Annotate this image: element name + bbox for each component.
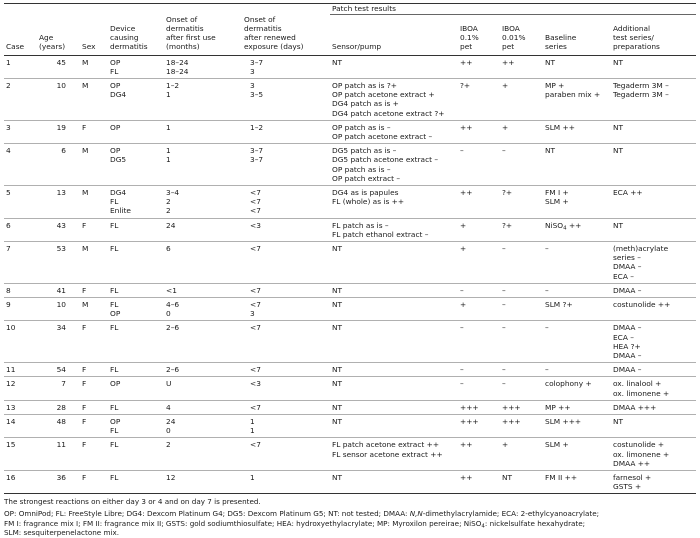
- cell-iboa-001: –: [502, 243, 506, 253]
- table-row: [4, 283, 696, 297]
- cell-age: 10: [56, 299, 66, 309]
- cell-iboa-01: ++: [460, 473, 473, 483]
- cell-sensor: NT: [332, 402, 343, 412]
- cell-iboa-001: NT: [502, 473, 513, 483]
- header-iboa-001: IBOA 0.01% pet: [502, 23, 526, 52]
- cell-onset-renewed: <3: [250, 379, 261, 389]
- cell-additional: costunolide + ox. limonene + DMAA ++: [613, 440, 670, 468]
- cell-baseline: colophony +: [545, 379, 592, 389]
- cell-onset-renewed: 3–7 3–7: [250, 146, 264, 165]
- cell-onset-renewed: <7: [250, 243, 261, 253]
- cell-baseline: –: [545, 243, 549, 253]
- cell-iboa-01: –: [460, 379, 464, 389]
- cell-age: 19: [56, 122, 66, 132]
- cell-onset-renewed: <7: [250, 323, 261, 333]
- cell-iboa-01: +++: [460, 402, 479, 412]
- cell-sensor: DG5 patch as is – DG5 patch acetone extract – OP patch as is – OP patch extract –: [332, 146, 439, 183]
- cell-sensor: NT: [332, 299, 343, 309]
- cell-case: 2: [6, 80, 11, 90]
- cell-age: 54: [56, 365, 66, 375]
- cell-onset-renewed: 1–2: [250, 122, 264, 132]
- table-row: [4, 55, 696, 78]
- table-row: [4, 438, 696, 471]
- cell-onset-first: 3–4 2 2: [166, 187, 180, 216]
- cell-device: FL: [110, 473, 119, 483]
- header-onset-renewed: Onset of dermatitis after renewed exposure (days): [244, 14, 304, 52]
- header-case: Case: [6, 42, 25, 52]
- cell-baseline: –: [545, 323, 549, 333]
- cell-sex: F: [82, 323, 87, 333]
- cell-sex: F: [82, 379, 87, 389]
- cell-iboa-001: –: [502, 299, 506, 309]
- cell-onset-first: 6: [166, 243, 171, 253]
- cell-baseline: –: [545, 285, 549, 295]
- cell-onset-first: <1: [166, 285, 177, 295]
- cell-age: 6: [61, 146, 66, 156]
- table-row: [4, 377, 696, 400]
- cell-onset-first: 2: [166, 440, 171, 450]
- cell-device: OP: [110, 122, 121, 132]
- cell-iboa-01: –: [460, 365, 464, 375]
- table-row: [4, 120, 696, 143]
- cell-onset-renewed: 1: [250, 473, 255, 483]
- cell-baseline: FM I + SLM +: [545, 187, 569, 207]
- cell-baseline: SLM ?+: [545, 299, 573, 309]
- cell-case: 9: [6, 299, 11, 309]
- table-footnotes: [4, 497, 696, 537]
- cell-age: 53: [56, 243, 66, 253]
- cell-onset-renewed: 3 3–5: [250, 80, 264, 100]
- header-onset-first: Onset of dermatitis after first use (months): [166, 14, 216, 52]
- cell-iboa-001: –: [502, 285, 506, 295]
- cell-case: 15: [6, 440, 16, 450]
- cell-sensor: DG4 as is papules FL (whole) as is ++: [332, 187, 405, 207]
- cell-additional: DMAA +++: [613, 402, 657, 412]
- cell-age: 36: [56, 473, 66, 483]
- cell-device: OP: [110, 379, 121, 389]
- cell-onset-first: 1: [166, 122, 171, 132]
- cell-onset-renewed: <7 3: [250, 299, 261, 319]
- cell-additional: Tegaderm 3M – Tegaderm 3M –: [613, 80, 669, 100]
- cell-onset-first: 4: [166, 402, 171, 412]
- table-page: [4, 3, 696, 538]
- cell-iboa-001: +: [502, 440, 509, 450]
- footnote-note: The strongest reactions on either day 3 or 4 and on day 7 is presented.: [4, 497, 261, 507]
- cell-iboa-01: +: [460, 299, 467, 309]
- header-blank: [4, 4, 37, 15]
- cell-baseline: MP + paraben mix +: [545, 80, 601, 100]
- cell-age: 43: [56, 220, 66, 230]
- cell-iboa-001: ?+: [502, 187, 513, 197]
- cell-onset-renewed: <7: [250, 285, 261, 295]
- cell-case: 10: [6, 323, 16, 333]
- cell-additional: ox. linalool + ox. limonene +: [613, 379, 670, 398]
- cell-onset-renewed: 3–7 3: [250, 57, 264, 76]
- cell-case: 3: [6, 122, 11, 132]
- cell-iboa-001: ++: [502, 57, 515, 67]
- header-baseline: Baseline series: [545, 33, 577, 52]
- cell-iboa-01: ++: [460, 122, 473, 132]
- table-body: [4, 55, 696, 494]
- cell-age: 7: [61, 379, 66, 389]
- cell-device: FL: [110, 323, 119, 333]
- cell-onset-first: 1–2 1: [166, 80, 180, 100]
- cell-additional: farnesol + GSTS +: [613, 473, 652, 492]
- table-row: [4, 321, 696, 363]
- cell-additional: NT: [613, 220, 624, 230]
- cell-iboa-01: +: [460, 220, 467, 230]
- cell-onset-first: 2–6: [166, 323, 180, 333]
- header-iboa-01: IBOA 0.1% pet: [460, 23, 479, 52]
- cell-onset-renewed: <7: [250, 402, 261, 412]
- cell-iboa-01: –: [460, 146, 464, 156]
- cell-age: 28: [56, 402, 66, 412]
- cell-iboa-01: –: [460, 323, 464, 333]
- cell-sensor: NT: [332, 417, 343, 427]
- table-row: [4, 471, 696, 494]
- cell-onset-first: 24: [166, 220, 176, 230]
- cell-sensor: NT: [332, 323, 343, 333]
- cell-iboa-001: +: [502, 80, 509, 90]
- table-row: [4, 415, 696, 438]
- cell-iboa-001: ?+: [502, 220, 513, 230]
- table-row: [4, 363, 696, 377]
- cell-iboa-001: –: [502, 365, 506, 375]
- cell-baseline: NT: [545, 146, 556, 156]
- cell-iboa-001: –: [502, 379, 506, 389]
- cell-sensor: NT: [332, 57, 343, 67]
- cell-iboa-01: ++: [460, 57, 473, 67]
- cell-iboa-001: +++: [502, 417, 521, 427]
- cell-additional: DMAA –: [613, 285, 642, 295]
- cell-device: FL: [110, 243, 119, 253]
- cell-additional: ECA ++: [613, 187, 643, 197]
- cell-sex: F: [82, 220, 87, 230]
- cell-additional: costunolide ++: [613, 299, 671, 309]
- patch-test-table: [4, 3, 696, 494]
- cell-sensor: NT: [332, 365, 343, 375]
- cell-age: 34: [56, 323, 66, 333]
- cell-additional: DMAA – ECA – HEA ?+ DMAA –: [613, 323, 642, 360]
- cell-onset-renewed: <7 <7 <7: [250, 187, 261, 216]
- cell-iboa-01: ++: [460, 440, 473, 450]
- table-row: [4, 185, 696, 218]
- cell-sensor: NT: [332, 243, 343, 253]
- table-header: [4, 4, 696, 56]
- cell-iboa-001: +: [502, 122, 509, 132]
- cell-device: FL: [110, 402, 119, 412]
- cell-iboa-01: ++: [460, 187, 473, 197]
- cell-age: 10: [56, 80, 66, 90]
- cell-sensor: NT: [332, 285, 343, 295]
- cell-sex: F: [82, 402, 87, 412]
- cell-age: 48: [56, 417, 66, 427]
- cell-iboa-001: –: [502, 146, 506, 156]
- table-row: [4, 218, 696, 241]
- cell-additional: NT: [613, 57, 624, 67]
- table-row: [4, 78, 696, 120]
- cell-sex: F: [82, 365, 87, 375]
- cell-case: 6: [6, 220, 11, 230]
- cell-additional: NT: [613, 146, 624, 156]
- header-sex: Sex: [82, 42, 96, 52]
- cell-sex: F: [82, 417, 87, 427]
- cell-baseline: SLM +: [545, 440, 569, 450]
- cell-sex: M: [82, 80, 89, 90]
- cell-device: OP FL: [110, 57, 121, 76]
- cell-baseline: SLM ++: [545, 122, 575, 132]
- cell-case: 16: [6, 473, 16, 483]
- cell-sex: M: [82, 57, 89, 67]
- cell-onset-first: U: [166, 379, 172, 389]
- cell-onset-renewed: <3: [250, 220, 261, 230]
- cell-device: FL OP: [110, 299, 121, 319]
- cell-onset-first: 18–24 18–24: [166, 57, 189, 76]
- cell-iboa-001: +++: [502, 402, 521, 412]
- cell-sex: F: [82, 285, 87, 295]
- footnote-abbreviations: OP: OmniPod; FL: FreeStyle Libre; DG4: Dexcom Platinum G4; DG5: Dexcom Platinum G5; NT: not tested; DMAA: N,N-dimethylacrylamide; ECA: 2-ethylcyanoacrylate; FM I: fragrance mix I; FM II: fragrance mix II; GSTS: gold sodiumthiosulfate; HEA: hydroxyethylacrylate; MP: Myroxilon pereirae; NiSO$_4$: nickelsulfate hexahydrate; SLM: sesquiterpenelactone mix.: [4, 509, 600, 538]
- cell-onset-renewed: 1 1: [250, 417, 255, 436]
- cell-onset-first: 2–6: [166, 365, 180, 375]
- cell-case: 5: [6, 187, 11, 197]
- cell-device: DG4 FL Enlite: [110, 187, 131, 216]
- cell-sensor: OP patch as is – OP patch acetone extract –: [332, 122, 433, 141]
- header-age: Age (years): [39, 33, 66, 52]
- cell-sensor: NT: [332, 379, 343, 389]
- cell-sex: F: [82, 122, 87, 132]
- cell-iboa-01: +: [460, 243, 467, 253]
- cell-device: FL: [110, 220, 119, 230]
- cell-sex: F: [82, 440, 87, 450]
- cell-baseline: MP ++: [545, 402, 571, 412]
- cell-sex: M: [82, 243, 89, 253]
- cell-sensor: FL patch acetone extract ++ FL sensor acetone extract ++: [332, 440, 443, 459]
- table-row: [4, 144, 696, 186]
- cell-iboa-01: ?+: [460, 80, 471, 90]
- cell-iboa-01: +++: [460, 417, 479, 427]
- cell-sensor: OP patch as is ?+ OP patch acetone extract + DG4 patch as is + DG4 patch acetone extract ?+: [332, 80, 445, 118]
- cell-additional: NT: [613, 417, 624, 427]
- table-row: [4, 400, 696, 414]
- cell-device: OP DG5: [110, 146, 127, 165]
- cell-onset-renewed: <7: [250, 365, 261, 375]
- cell-additional: DMAA –: [613, 365, 642, 375]
- cell-sex: F: [82, 473, 87, 483]
- cell-device: FL: [110, 365, 119, 375]
- table-row: [4, 241, 696, 283]
- cell-case: 13: [6, 402, 16, 412]
- header-device: Device causing dermatitis: [110, 23, 148, 52]
- cell-device: FL: [110, 440, 119, 450]
- cell-baseline: –: [545, 365, 549, 375]
- cell-onset-first: 1 1: [166, 146, 171, 165]
- cell-case: 11: [6, 365, 16, 375]
- cell-sex: M: [82, 187, 89, 197]
- cell-case: 12: [6, 379, 16, 389]
- cell-device: FL: [110, 285, 119, 295]
- cell-iboa-001: –: [502, 323, 506, 333]
- cell-baseline: SLM +++: [545, 417, 582, 427]
- cell-onset-renewed: <7: [250, 440, 261, 450]
- cell-onset-first: 24 0: [166, 417, 176, 436]
- cell-baseline: [543, 218, 611, 241]
- cell-sex: M: [82, 299, 89, 309]
- cell-case: 8: [6, 285, 11, 295]
- cell-case: 7: [6, 243, 11, 253]
- header-additional: Additional test series/ preparations: [613, 23, 660, 52]
- cell-additional: NT: [613, 122, 624, 132]
- cell-device: OP FL: [110, 417, 121, 436]
- cell-case: 1: [6, 57, 11, 67]
- cell-case: 14: [6, 417, 16, 427]
- cell-age: 11: [56, 440, 66, 450]
- cell-sensor: FL patch as is – FL patch ethanol extract –: [332, 220, 429, 239]
- header-sensor: Sensor/pump: [332, 42, 382, 52]
- cell-onset-first: 4–6 0: [166, 299, 180, 319]
- cell-baseline: FM II ++: [545, 473, 578, 483]
- cell-case: 4: [6, 146, 11, 156]
- cell-additional: (meth)acrylate series – DMAA – ECA –: [613, 243, 669, 281]
- cell-baseline: NT: [545, 57, 556, 67]
- cell-sex: M: [82, 146, 89, 156]
- cell-age: 41: [56, 285, 66, 295]
- cell-iboa-01: –: [460, 285, 464, 295]
- cell-device: OP DG4: [110, 80, 127, 100]
- cell-sensor: NT: [332, 473, 343, 483]
- cell-age: 45: [56, 57, 66, 67]
- niso4-value: NiSO$_4$ ++: [545, 220, 582, 232]
- table-row: [4, 297, 696, 320]
- cell-onset-first: 12: [166, 473, 176, 483]
- patch-test-group-header: Patch test results: [330, 4, 696, 15]
- cell-age: 13: [56, 187, 66, 197]
